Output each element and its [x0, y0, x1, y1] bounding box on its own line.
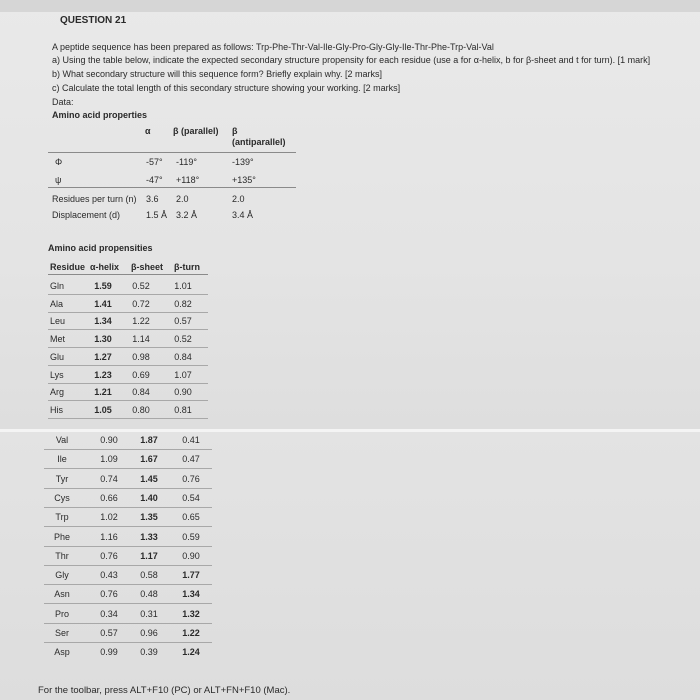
- row-rule: [48, 347, 208, 348]
- propensity-value: 1.01: [174, 281, 192, 291]
- properties-cell: -47°: [146, 175, 163, 185]
- propensity-value: 1.32: [182, 608, 200, 619]
- propensity-value: 0.52: [174, 334, 192, 345]
- top-edge: [0, 0, 700, 12]
- propensity-value: 0.90: [174, 387, 192, 398]
- propensities-header-beta-turn: β-turn: [174, 262, 200, 272]
- row-rule: [44, 565, 212, 566]
- propensity-value: 0.39: [140, 647, 158, 658]
- propensity-value: 0.81: [174, 404, 192, 415]
- propensity-value: 0.48: [140, 589, 158, 600]
- properties-cell: 2.0: [176, 194, 189, 204]
- propensity-value: 1.24: [182, 647, 200, 658]
- row-rule: [48, 329, 208, 330]
- properties-header-parallel: β (parallel): [173, 126, 219, 136]
- row-rule: [44, 526, 212, 527]
- propensity-value: 1.67: [140, 454, 158, 465]
- row-rule: [44, 468, 212, 469]
- propensity-value: 0.34: [100, 608, 118, 619]
- propensity-value: 0.65: [182, 512, 200, 523]
- propensity-value: 0.66: [100, 492, 118, 503]
- properties-cell: 3.6: [146, 194, 159, 204]
- residue-name: Ile: [57, 454, 67, 465]
- propensity-value: 1.05: [94, 404, 112, 415]
- properties-row-label: Φ: [55, 157, 63, 167]
- propensity-value: 1.34: [182, 589, 200, 600]
- propensity-value: 1.17: [140, 550, 158, 561]
- propensity-value: 0.99: [100, 647, 118, 658]
- propensity-value: 1.16: [100, 531, 118, 542]
- propensity-value: 0.72: [132, 298, 150, 309]
- propensity-value: 0.76: [182, 473, 200, 484]
- residue-name: Phe: [53, 531, 70, 542]
- residue-name: Arg: [50, 387, 65, 398]
- properties-cell: 3.4 Å: [232, 210, 254, 220]
- propensity-value: 0.57: [174, 316, 192, 327]
- propensity-value: 0.82: [174, 298, 192, 309]
- propensity-value: 0.31: [140, 608, 158, 619]
- propensities-header-alpha-helix: α-helix: [90, 262, 120, 272]
- propensity-value: 0.59: [182, 531, 200, 542]
- residue-name: Ala: [50, 298, 64, 309]
- residue-name: Gly: [55, 570, 69, 581]
- toolbar-hint: For the toolbar, press ALT+F10 (PC) or ALT+FN+F10 (Mac).: [38, 685, 291, 696]
- propensity-value: 1.35: [140, 512, 158, 523]
- row-rule: [48, 418, 208, 419]
- residue-name: His: [50, 404, 63, 415]
- propensity-value: 0.90: [182, 550, 200, 561]
- propensity-value: 0.76: [100, 589, 118, 600]
- propensity-value: 1.40: [140, 492, 158, 503]
- properties-cell: +135°: [232, 175, 256, 185]
- properties-header-rule: [48, 152, 296, 153]
- propensity-value: 1.07: [174, 369, 192, 380]
- properties-cell: 2.0: [232, 194, 245, 204]
- residue-name: Pro: [54, 608, 69, 619]
- properties-angle-rule: [48, 187, 296, 188]
- propensity-value: 1.21: [94, 387, 112, 398]
- residue-name: Ser: [54, 628, 69, 638]
- residue-name: Leu: [50, 316, 66, 327]
- screenshot-seam: [0, 429, 700, 432]
- properties-row-label: Residues per turn (n): [52, 194, 137, 204]
- properties-cell: -139°: [232, 157, 254, 167]
- propensity-value: 1.27: [94, 351, 112, 362]
- properties-header-beta: β: [232, 126, 238, 136]
- propensity-value: 0.69: [132, 369, 150, 380]
- properties-title: Amino acid properties: [52, 110, 148, 120]
- residue-name: Tyr: [55, 473, 69, 484]
- row-rule: [48, 365, 208, 366]
- question-part-c: c) Calculate the total length of this secondary structure showing your working. [2 marks]: [52, 83, 401, 93]
- propensity-value: 0.96: [140, 628, 158, 638]
- question-intro: A peptide sequence has been prepared as follows: Trp-Phe-Thr-Val-Ile-Gly-Pro-Gly-Gly-Ile-Thr-Phe-Trp-Val-Val: [52, 42, 494, 52]
- propensities-header-residue: Residue: [50, 262, 86, 272]
- propensity-value: 1.41: [94, 298, 112, 309]
- propensities-header-beta-sheet: β-sheet: [131, 262, 164, 272]
- propensity-value: 1.59: [94, 281, 112, 291]
- propensity-value: 0.80: [132, 404, 150, 415]
- row-rule: [48, 383, 208, 384]
- propensity-value: 1.87: [140, 435, 158, 445]
- propensity-value: 1.22: [132, 316, 150, 327]
- propensity-value: 1.09: [100, 454, 118, 465]
- propensity-value: 0.90: [100, 435, 118, 445]
- properties-cell: 3.2 Å: [176, 210, 198, 220]
- propensity-value: 1.02: [100, 512, 118, 523]
- propensity-value: 0.84: [132, 387, 150, 398]
- propensity-value: 0.57: [100, 628, 118, 638]
- row-rule: [44, 642, 212, 643]
- propensity-value: 0.76: [100, 550, 118, 561]
- propensity-value: 1.77: [182, 570, 200, 581]
- residue-name: Met: [50, 334, 66, 345]
- row-rule: [44, 507, 212, 508]
- residue-name: Gln: [50, 281, 65, 291]
- row-rule: [44, 584, 212, 585]
- propensity-value: 1.22: [182, 628, 200, 638]
- properties-header-alpha: α: [145, 126, 151, 136]
- propensity-value: 0.54: [182, 492, 200, 503]
- data-label: Data:: [52, 97, 74, 107]
- properties-header-antiparallel: (antiparallel): [232, 137, 286, 147]
- propensity-value: 1.30: [94, 334, 112, 345]
- residue-name: Val: [55, 435, 69, 445]
- propensities-title: Amino acid propensities: [48, 243, 153, 253]
- residue-name: Lys: [50, 369, 64, 380]
- propensity-value: 0.41: [182, 435, 200, 445]
- row-rule: [44, 546, 212, 547]
- propensities-header-rule: [48, 274, 208, 275]
- row-rule: [48, 400, 208, 401]
- propensity-value: 1.45: [140, 473, 158, 484]
- propensity-value: 0.58: [140, 570, 158, 581]
- propensity-value: 0.52: [132, 281, 150, 291]
- residue-name: Glu: [50, 351, 65, 362]
- propensity-value: 1.33: [140, 531, 158, 542]
- propensity-value: 0.47: [182, 454, 200, 465]
- properties-row-label: ψ: [55, 175, 62, 185]
- question-part-a: a) Using the table below, indicate the expected secondary structure propensity for each residue (use a for α-helix, b for β-sheet and t for turn). [1 mark]: [52, 55, 651, 65]
- propensity-value: 0.43: [100, 570, 118, 581]
- properties-cell: -119°: [176, 157, 197, 167]
- propensity-value: 1.14: [132, 334, 150, 345]
- propensity-value: 1.23: [94, 369, 112, 380]
- residue-name: Asn: [54, 589, 70, 600]
- properties-cell: -57°: [146, 157, 163, 167]
- properties-cell: +118°: [176, 175, 200, 185]
- row-rule: [44, 488, 212, 489]
- propensity-value: 1.34: [94, 316, 112, 327]
- row-rule: [48, 294, 208, 295]
- row-rule: [48, 312, 208, 313]
- residue-name: Asp: [54, 647, 70, 658]
- residue-name: Cys: [54, 492, 70, 503]
- properties-cell: 1.5 Å: [146, 210, 168, 220]
- properties-row-label: Displacement (d): [52, 210, 121, 220]
- residue-name: Trp: [55, 512, 69, 523]
- row-rule: [44, 603, 212, 604]
- row-rule: [44, 449, 212, 450]
- question-title: QUESTION 21: [60, 15, 127, 26]
- row-rule: [44, 623, 212, 624]
- propensity-value: 0.84: [174, 351, 192, 362]
- propensity-value: 0.98: [132, 351, 150, 362]
- question-part-b: b) What secondary structure will this sequence form? Briefly explain why. [2 marks]: [52, 69, 382, 79]
- residue-name: Thr: [55, 550, 69, 561]
- propensity-value: 0.74: [100, 473, 118, 484]
